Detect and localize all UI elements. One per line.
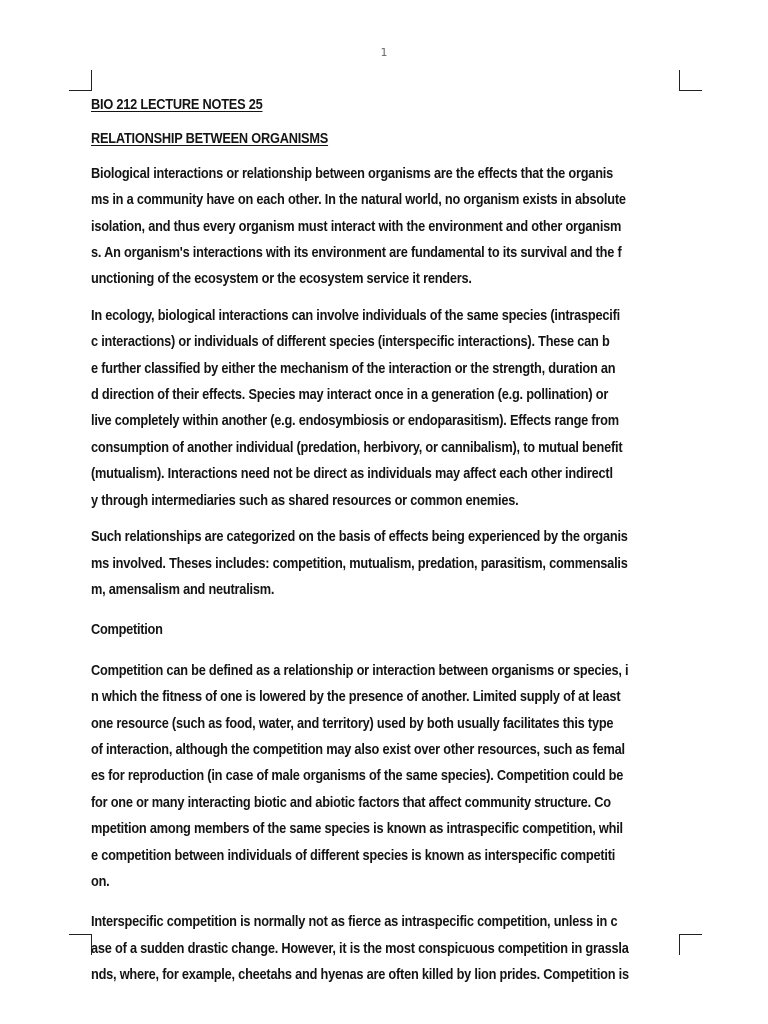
competition-paragraph (91, 658, 680, 896)
paragraph-line: es for reproduction (in case of male organisms of the same species). Competition could be (91, 767, 624, 785)
paragraph-line: Interspecific competition is normally not as fierce as intraspecific competition, unless in c (91, 913, 618, 931)
intro-paragraph (91, 161, 680, 293)
line-text: . (106, 872, 110, 890)
paragraph-line: isolation, and thus every organism must interact with the environment and other organism (91, 217, 622, 235)
interspecific-term-end: on (91, 872, 107, 890)
paragraph-line: In ecology, biological interactions can involve individuals of the same species (intraspecifi (91, 306, 620, 324)
paragraph-line: live completely within another (e.g. endosymbiosis or endoparasitism). Effects range from (91, 412, 619, 430)
paragraph-line: (mutualism). Interactions need not be direct as individuals may affect each other indirectl (91, 465, 613, 483)
categories-paragraph (91, 524, 680, 603)
paragraph-line: Competition can be defined as a relationship or interaction between organisms or species, i (91, 661, 629, 679)
competition-heading: Competition (91, 621, 163, 639)
paragraph-line: e further classified by either the mechanism of the interaction or the strength, duration an (91, 359, 616, 377)
crop-mark-bottom-right (679, 934, 702, 955)
paragraph-line: nds, where, for example, cheetahs and hyenas are often killed by lion prides. Competition is (91, 966, 629, 984)
interspecific-paragraph (91, 909, 680, 988)
paragraph-line: ms in a community have on each other. In the natural world, no organism exists in absolute (91, 191, 626, 209)
course-title: BIO 212 LECTURE NOTES 25 (91, 96, 263, 113)
paragraph-line (91, 869, 586, 895)
paragraph-line: ms involved. Theses includes: competition, mutualism, predation, parasitism, commensalis (91, 554, 628, 572)
paragraph-line: Biological interactions or relationship between organisms are the effects that the organis (91, 164, 613, 182)
paragraph-line: y through intermediaries such as shared resources or common enemies. (91, 491, 519, 509)
line-text: mpetition among members of the same species is known as (91, 820, 447, 838)
crop-mark-bottom-left (69, 934, 92, 955)
paragraph-line: ase of a sudden drastic change. However, it is the most conspicuous competition in grassla (91, 939, 629, 957)
paragraph-line: for one or many interacting biotic and abiotic factors that affect community structure. Co (91, 793, 611, 811)
paragraph-line: d direction of their effects. Species may interact once in a generation (e.g. pollination) or (91, 386, 609, 404)
interspecific-term: interspecific competiti (484, 846, 616, 864)
paragraph-line: m, amensalism and neutralism. (91, 580, 275, 598)
paragraph-line (91, 843, 616, 869)
ecology-paragraph (91, 303, 680, 514)
paragraph-line: consumption of another individual (predation, herbivory, or cannibalism), to mutual benefit (91, 438, 623, 456)
crop-mark-top-left (69, 70, 92, 91)
paragraph-line: of interaction, although the competition may also exist over other resources, such as femal (91, 740, 625, 758)
line-text: , whil (592, 820, 623, 838)
line-text: e competition between individuals of different species is known as (91, 846, 485, 864)
paragraph-line: one resource (such as food, water, and territory) used by both usually facilitates this type (91, 714, 614, 732)
intraspecific-term: intraspecific competition (446, 820, 593, 838)
topic-title: RELATIONSHIP BETWEEN ORGANISMS (91, 130, 329, 148)
document-body (91, 92, 680, 989)
paragraph-line: unctioning of the ecosystem or the ecosystem service it renders. (91, 270, 472, 288)
paragraph-line (91, 816, 623, 842)
paragraph-line: Such relationships are categorized on the basis of effects being experienced by the organis (91, 528, 628, 546)
crop-mark-top-right (679, 70, 702, 91)
paragraph-line: c interactions) or individuals of different species (interspecific interactions). These can b (91, 333, 610, 351)
paragraph-line: n which the fitness of one is lowered by the presence of another. Limited supply of at least (91, 688, 621, 706)
paragraph-line: s. An organism's interactions with its environment are fundamental to its survival and the f (91, 244, 622, 262)
page-number: 1 (380, 46, 388, 59)
